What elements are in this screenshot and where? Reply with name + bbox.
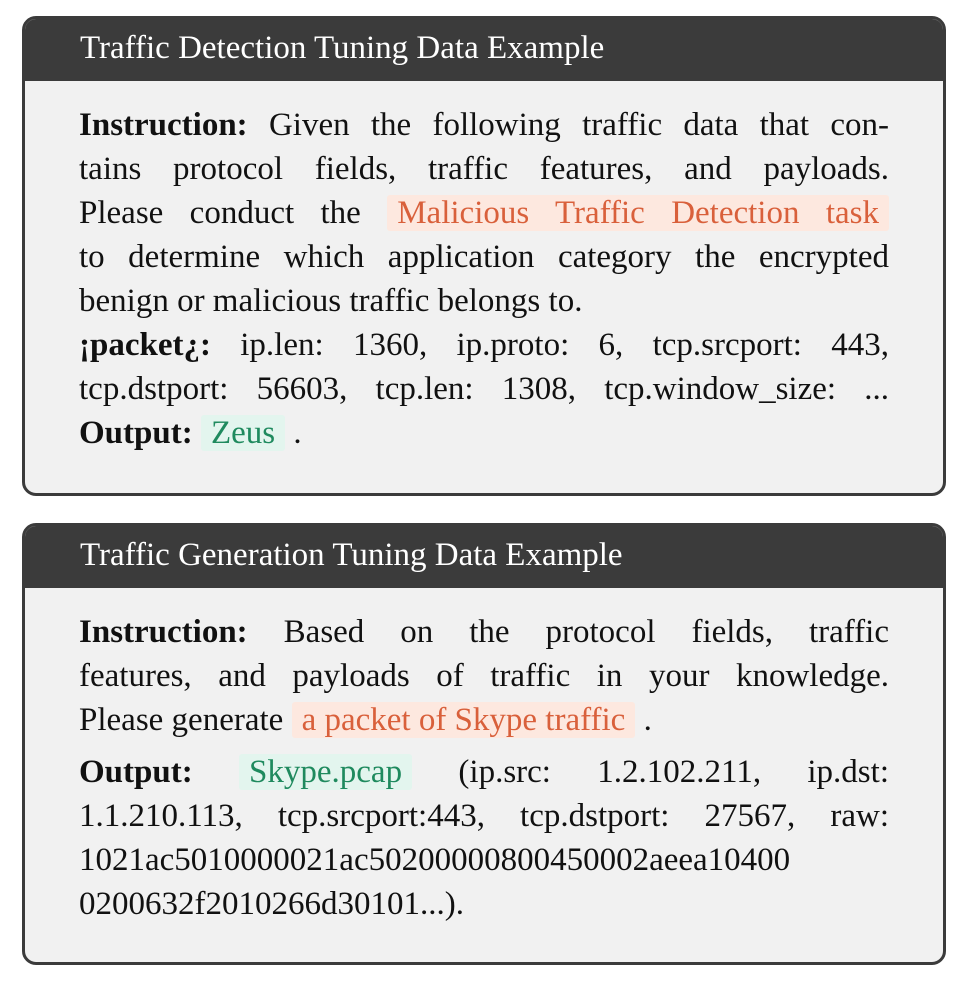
generation-output-label: Output:	[79, 754, 193, 790]
generation-instruction-text-1: Based on the protocol fields, traffic	[283, 614, 889, 650]
generation-output-line-1	[79, 750, 889, 794]
generation-box-body	[25, 588, 943, 926]
detection-instruction-text-3: Please conduct the	[79, 195, 361, 231]
detection-instruction-line-4: to determine which application category the encrypted	[79, 239, 889, 275]
detection-packet-text-1: ip.len: 1360, ip.proto: 6, tcp.srcport: 443,	[240, 327, 889, 363]
detection-output-value: Zeus	[201, 415, 285, 451]
generation-instruction-suffix: .	[643, 702, 652, 738]
generation-output-value: Skype.pcap	[239, 754, 412, 790]
detection-example-box	[22, 16, 946, 496]
detection-instruction-line-2: tains protocol fields, traffic features, and payloads.	[79, 151, 889, 187]
detection-instruction-label: Instruction:	[79, 107, 248, 143]
generation-instruction-label: Instruction:	[79, 614, 248, 650]
generation-instruction-line-3	[79, 698, 889, 742]
detection-instruction-line-3	[79, 191, 889, 235]
detection-task-highlight: Malicious Traffic Detection task	[387, 195, 889, 231]
detection-instruction-line-5: benign or malicious traffic belongs to.	[79, 283, 583, 319]
generation-output-text-1: (ip.src: 1.2.102.211, ip.dst:	[458, 754, 889, 790]
generation-instruction-text-3: Please generate	[79, 702, 284, 738]
detection-output-line	[79, 411, 889, 455]
generation-output-line-2: 1.1.210.113, tcp.srcport:443, tcp.dstport: 27567, raw:	[79, 798, 889, 834]
detection-packet-label: ¡packet¿:	[79, 327, 211, 363]
generation-box-title: Traffic Generation Tuning Data Example	[25, 526, 943, 588]
generation-instruction-line-2: features, and payloads of traffic in your knowledge.	[79, 658, 889, 694]
detection-instruction-text-1: Given the following traffic data that con-	[268, 107, 890, 143]
detection-packet-line-2: tcp.dstport: 56603, tcp.len: 1308, tcp.window_size: ...	[79, 371, 889, 407]
generation-example-box	[22, 523, 946, 965]
generation-instruction-line-1	[79, 610, 889, 654]
detection-box-title: Traffic Detection Tuning Data Example	[25, 19, 943, 81]
detection-box-body	[25, 81, 943, 455]
detection-packet-line-1	[79, 323, 889, 367]
detection-instruction-line-1	[79, 103, 889, 147]
detection-output-label: Output:	[79, 415, 193, 451]
generation-output-line-3: 1021ac5010000021ac50200000800450002aeea10400	[79, 842, 791, 878]
generation-output-line-4: 0200632f2010266d30101...).	[79, 886, 464, 922]
generation-task-highlight: a packet of Skype traffic	[292, 702, 636, 738]
detection-output-suffix: .	[293, 415, 302, 451]
